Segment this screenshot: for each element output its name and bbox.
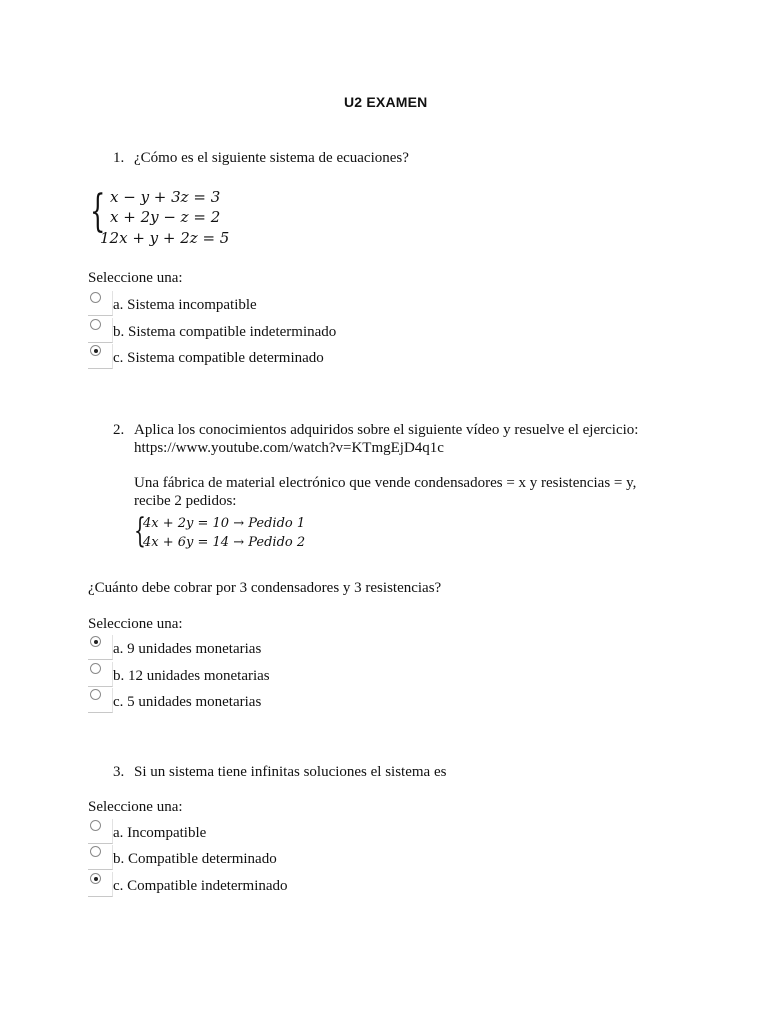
radio-button-unchecked[interactable]: [90, 319, 101, 330]
q1-select-prompt: Seleccione una:: [88, 270, 183, 286]
q1-text: ¿Cómo es el siguiente sistema de ecuaciones?: [134, 150, 409, 166]
radio-button-unchecked[interactable]: [90, 663, 101, 674]
q2-problem-line-1: Una fábrica de material electrónico que vende condensadores = x y resistencias = y,: [134, 475, 637, 491]
q1-equation-2: x + 2y − z = 2: [110, 208, 221, 226]
q2-select-prompt: Seleccione una:: [88, 616, 183, 632]
q2-option-c-label: c. 5 unidades monetarias: [113, 694, 262, 710]
q1-option-b-label: b. Sistema compatible indeterminado: [113, 324, 337, 340]
q1-equation-1: x − y + 3z = 3: [110, 188, 221, 206]
q1-number: 1.: [113, 150, 125, 166]
q3-option-a-label: a. Incompatible: [113, 825, 207, 841]
q3-number: 3.: [113, 764, 125, 780]
radio-button-unchecked[interactable]: [90, 846, 101, 857]
q1-option-a-label: a. Sistema incompatible: [113, 297, 257, 313]
radio-button-unchecked[interactable]: [90, 820, 101, 831]
q2-question: ¿Cuánto debe cobrar por 3 condensadores y 3 resistencias?: [88, 580, 442, 596]
q1-option-c-label: c. Sistema compatible determinado: [113, 350, 324, 366]
radio-button-checked[interactable]: [90, 873, 101, 884]
q2-text: Aplica los conocimientos adquiridos sobre el siguiente vídeo y resuelve el ejercicio:: [134, 422, 639, 438]
q2-number: 2.: [113, 422, 125, 438]
radio-button-unchecked[interactable]: [90, 689, 101, 700]
q2-problem-line-2: recibe 2 pedidos:: [134, 493, 237, 509]
radio-button-unchecked[interactable]: [90, 292, 101, 303]
q2-option-b-label: b. 12 unidades monetarias: [113, 668, 270, 684]
q1-brace-symbol: {: [90, 186, 106, 237]
q2-brace-symbol: {: [134, 511, 146, 551]
q3-text: Si un sistema tiene infinitas soluciones el sistema es: [134, 764, 447, 780]
q2-option-a-label: a. 9 unidades monetarias: [113, 641, 262, 657]
q2-equation-2: 4x + 6y = 14 → Pedido 2: [143, 535, 306, 550]
q3-option-b-label: b. Compatible determinado: [113, 851, 277, 867]
page-title: U2 EXAMEN: [344, 94, 428, 110]
q3-select-prompt: Seleccione una:: [88, 799, 183, 815]
q3-option-c-label: c. Compatible indeterminado: [113, 878, 288, 894]
q1-equation-3: 12x + y + 2z = 5: [100, 229, 230, 247]
radio-button-checked[interactable]: [90, 345, 101, 356]
radio-button-checked[interactable]: [90, 636, 101, 647]
q2-equation-1: 4x + 2y = 10 → Pedido 1: [143, 516, 306, 531]
q2-video-url: https://www.youtube.com/watch?v=KTmgEjD4q1c: [134, 440, 444, 456]
